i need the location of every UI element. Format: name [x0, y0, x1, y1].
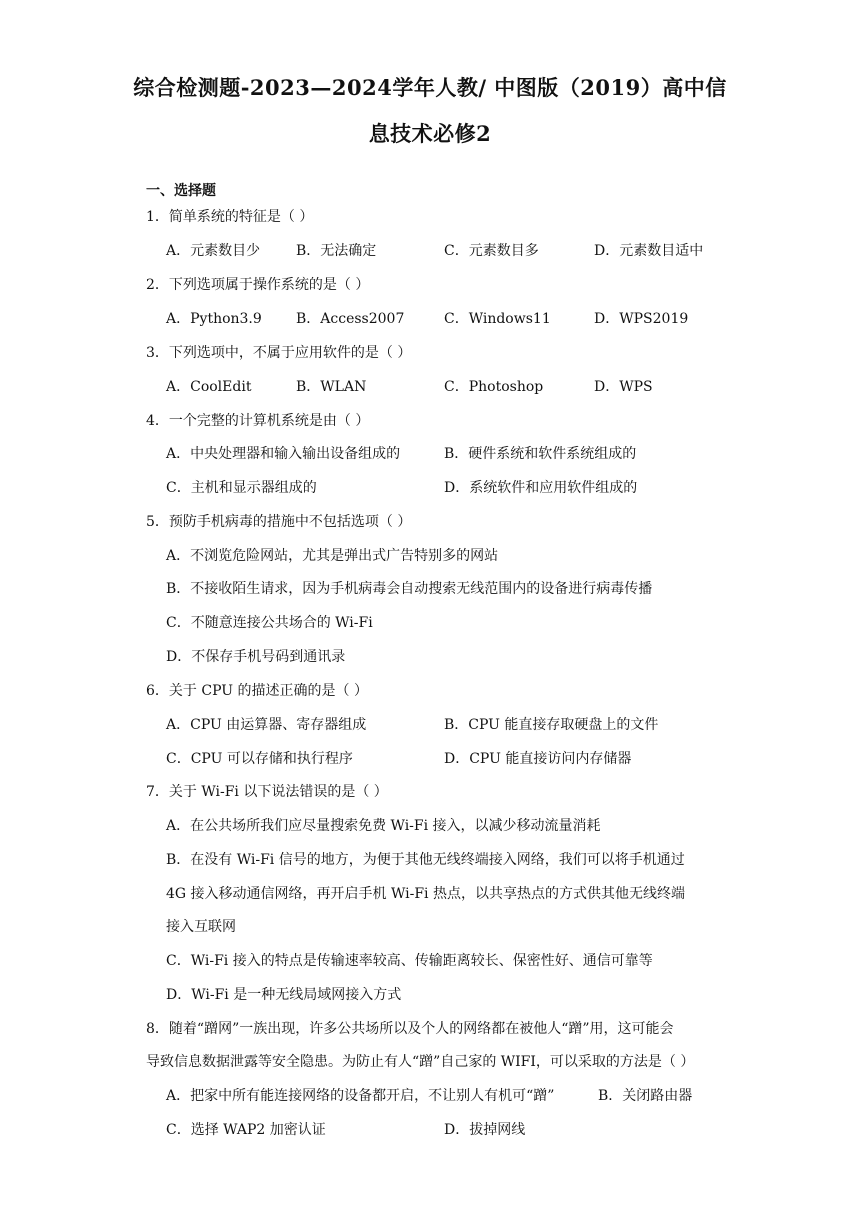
question-6-option-d: D．CPU 能直接访问内存储器 [444, 751, 632, 767]
question-5-option-d: D．不保存手机号码到通讯录 [166, 649, 346, 665]
question-2-option-d: D．WPS2019 [594, 311, 689, 327]
question-1-option-a: A．元素数目少 [166, 243, 261, 259]
question-7-option-b-cont1: 4G 接入移动通信网络，再开启手机 Wi-Fi 热点，以共享热点的方式供其他无线终端 [166, 886, 685, 902]
question-7-option-c: C．Wi-Fi 接入的特点是传输速率较高、传输距离较长、保密性好、通信可靠等 [166, 953, 653, 969]
question-1-stem: 1．简单系统的特征是（ ） [146, 209, 314, 225]
question-2-stem: 2．下列选项属于操作系统的是（ ） [146, 277, 370, 293]
question-7-option-b-cont2: 接入互联网 [166, 919, 236, 935]
question-7-stem: 7．关于 Wi-Fi 以下说法错误的是（ ） [146, 784, 388, 800]
question-4-option-c: C．主机和显示器组成的 [166, 480, 317, 496]
question-4-option-b: B．硬件系统和软件系统组成的 [444, 446, 637, 462]
question-6-option-a: A．CPU 由运算器、寄存器组成 [166, 717, 367, 733]
question-3-option-d: D．WPS [594, 379, 653, 395]
question-6-option-c: C．CPU 可以存储和执行程序 [166, 751, 353, 767]
question-8-option-b: B．关闭路由器 [598, 1088, 693, 1104]
question-2-option-b: B．Access2007 [296, 311, 405, 327]
question-7-option-b: B．在没有 Wi-Fi 信号的地方，为便于其他无线终端接入网络，我们可以将手机通过 [166, 852, 685, 868]
document-title-line2: 息技术必修2 [368, 121, 492, 146]
question-4-option-d: D．系统软件和应用软件组成的 [444, 480, 638, 496]
question-7-option-d: D．Wi-Fi 是一种无线局域网接入方式 [166, 987, 402, 1003]
question-3-stem: 3．下列选项中，不属于应用软件的是（ ） [146, 345, 412, 361]
question-3-option-b: B．WLAN [296, 379, 367, 395]
question-1-option-b: B．无法确定 [296, 243, 377, 259]
question-1-option-c: C．元素数目多 [444, 243, 539, 259]
question-8-stem-cont: 导致信息数据泄露等安全隐患。为防止有人“蹭”自己家的 WIFI，可以采取的方法是（ ） [146, 1054, 695, 1070]
question-5-option-b: B．不接收陌生请求，因为手机病毒会自动搜索无线范围内的设备进行病毒传播 [166, 581, 653, 597]
question-8-option-d: D．拔掉网线 [444, 1122, 526, 1138]
question-3-option-c: C．Photoshop [444, 379, 544, 395]
question-6-option-b: B．CPU 能直接存取硬盘上的文件 [444, 717, 659, 733]
section-heading: 一、选择题 [146, 183, 216, 199]
question-1-option-d: D．元素数目适中 [594, 243, 704, 259]
question-8-stem: 8．随着“蹭网”一族出现，许多公共场所以及个人的网络都在被他人“蹭”用，这可能会 [146, 1021, 674, 1037]
question-2-option-c: C．Windows11 [444, 311, 551, 327]
question-8-option-a: A．把家中所有能连接网络的设备都开启，不让别人有机可“蹭” [166, 1088, 555, 1104]
question-3-option-a: A．CoolEdit [166, 379, 252, 395]
question-6-stem: 6．关于 CPU 的描述正确的是（ ） [146, 683, 368, 699]
document-title-line1: 综合检测题-2023—2024学年人教/ 中图版（2019）高中信 [133, 75, 727, 100]
question-5-option-c: C．不随意连接公共场合的 Wi-Fi [166, 615, 373, 631]
question-7-option-a: A．在公共场所我们应尽量搜索免费 Wi-Fi 接入，以减少移动流量消耗 [166, 818, 601, 834]
question-8-option-c: C．选择 WAP2 加密认证 [166, 1122, 326, 1138]
question-2-option-a: A．Python3.9 [166, 311, 262, 327]
question-4-stem: 4．一个完整的计算机系统是由（ ） [146, 413, 370, 429]
question-5-stem: 5．预防手机病毒的措施中不包括选项（ ） [146, 514, 412, 530]
question-5-option-a: A．不浏览危险网站，尤其是弹出式广告特别多的网站 [166, 548, 499, 564]
question-4-option-a: A．中央处理器和输入输出设备组成的 [166, 446, 401, 462]
